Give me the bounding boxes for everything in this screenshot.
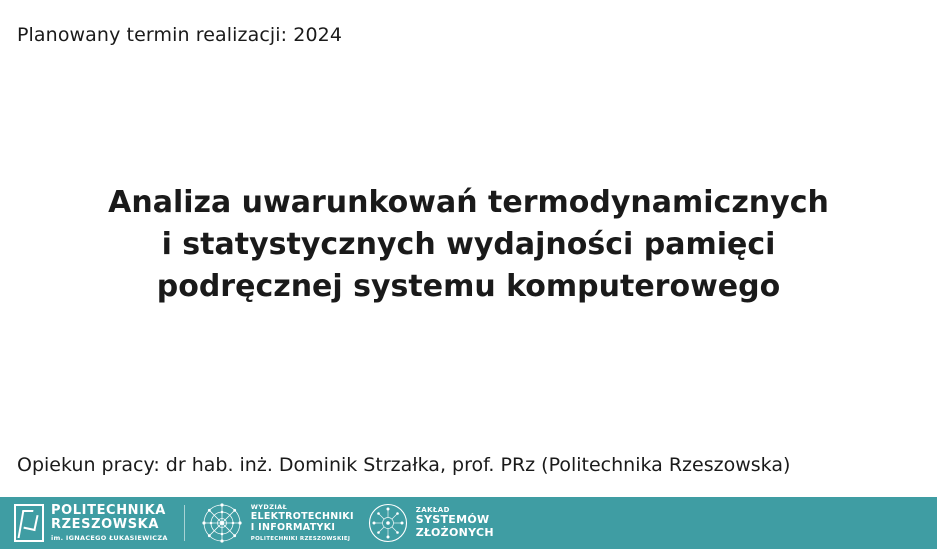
logo1-line-2: RZESZOWSKA bbox=[51, 517, 159, 533]
slide-footer-bar bbox=[0, 497, 937, 549]
logo3-line-1: ZAKŁAD bbox=[415, 506, 450, 515]
logo-wydzial-elektrotechniki-i-informatyki bbox=[201, 501, 354, 545]
logo2-line-4: POLITECHNIKI RZESZOWSKIEJ bbox=[250, 535, 351, 542]
planned-completion-note: Planowany termin realizacji: 2024 bbox=[17, 24, 343, 46]
network-nodes-icon bbox=[201, 502, 243, 544]
logo3-line-2: SYSTEMÓW bbox=[415, 513, 490, 527]
logo1-line-1: POLITECHNIKA bbox=[51, 503, 166, 519]
complex-systems-network-icon bbox=[368, 503, 408, 543]
slide-title bbox=[0, 182, 937, 308]
logo2-line-2: ELEKTROTECHNIKI bbox=[250, 510, 354, 522]
politechnika-rzeszowska-emblem-icon bbox=[14, 504, 44, 542]
logo-zaklad-systemow-zlozonych bbox=[368, 501, 494, 545]
logo2-line-3: I INFORMATYKI bbox=[250, 521, 336, 533]
logo3-line-3: ZŁOŻONYCH bbox=[415, 526, 494, 540]
slide-title-line-2: i statystycznych wydajności pamięci bbox=[161, 227, 776, 262]
logo-politechnika-rzeszowska bbox=[14, 501, 168, 545]
slide-title-line-3: podręcznej systemu komputerowego bbox=[156, 269, 781, 304]
slide-title-line-1: Analiza uwarunkowań termodynamicznych bbox=[108, 185, 829, 220]
logo1-line-3: im. IGNACEGO ŁUKASIEWICZA bbox=[51, 533, 168, 542]
logo2-line-1: WYDZIAŁ bbox=[250, 503, 288, 512]
footer-divider-1 bbox=[184, 505, 185, 541]
supervisor-line: Opiekun pracy: dr hab. inż. Dominik Strzałka, prof. PRz (Politechnika Rzeszowska) bbox=[17, 454, 791, 476]
